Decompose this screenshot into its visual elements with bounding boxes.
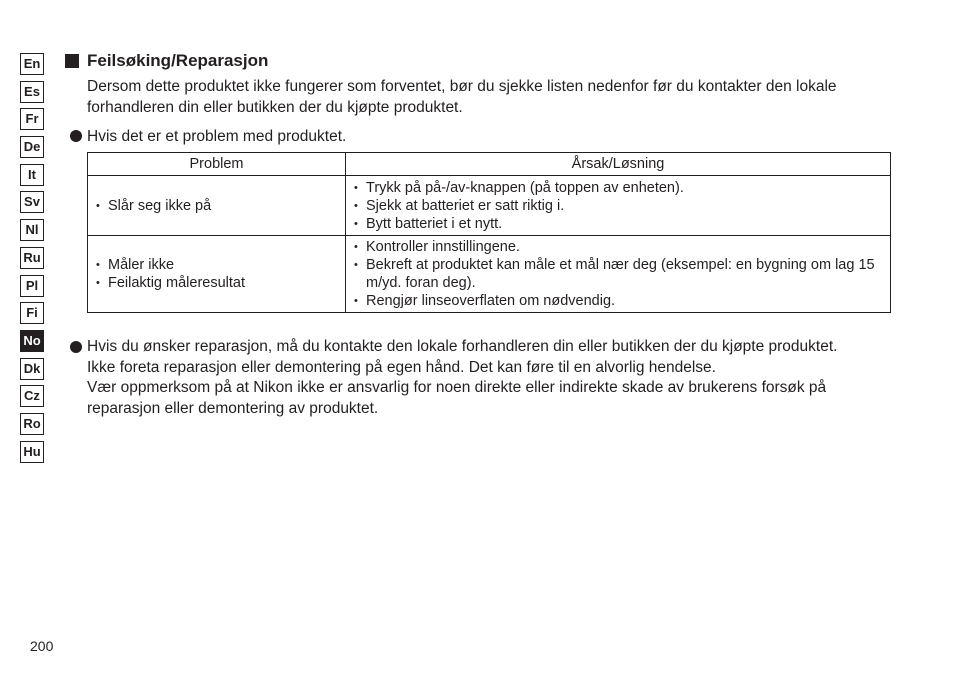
problem-note-text: Hvis det er et problem med produktet. bbox=[87, 128, 347, 145]
lang-tab-fi[interactable]: Fi bbox=[20, 302, 44, 324]
lang-tab-de[interactable]: De bbox=[20, 136, 44, 158]
intro-paragraph: Dersom dette produktet ikke fungerer som forventet, bør du sjekke listen nedenfor før du kontakter den lokale forhandleren din eller butikken der du kjøpte produktet. bbox=[87, 78, 837, 116]
lang-tab-ru[interactable]: Ru bbox=[20, 247, 44, 269]
round-bullet-icon bbox=[70, 130, 82, 142]
lang-tab-es[interactable]: Es bbox=[20, 81, 44, 103]
problem-item: • Feilaktig måleresultat bbox=[96, 274, 337, 292]
section-heading bbox=[65, 51, 268, 71]
problem-cell bbox=[88, 236, 346, 313]
problem-note bbox=[70, 126, 346, 147]
lang-tab-it[interactable]: It bbox=[20, 164, 44, 186]
section-title: Feilsøking/Reparasjon bbox=[87, 51, 269, 70]
lang-tab-en[interactable]: En bbox=[20, 53, 44, 75]
lang-tab-dk[interactable]: Dk bbox=[20, 358, 44, 380]
solution-item: • Bytt batteriet i et nytt. bbox=[354, 215, 884, 233]
repair-note bbox=[70, 337, 880, 419]
solution-item: • Sjekk at batteriet er satt riktig i. bbox=[354, 197, 884, 215]
repair-line-contact: Hvis du ønsker reparasjon, må du kontakte den lokale forhandleren din eller butikken der du kjøpte produktet. bbox=[87, 338, 838, 355]
lang-tab-sv[interactable]: Sv bbox=[20, 191, 44, 213]
square-bullet-icon bbox=[65, 54, 79, 68]
round-bullet-icon bbox=[70, 341, 82, 353]
page-number: 200 bbox=[30, 638, 54, 654]
lang-tab-hu[interactable]: Hu bbox=[20, 441, 44, 463]
solution-item: • Rengjør linseoverflaten om nødvendig. bbox=[354, 292, 884, 310]
lang-tab-cz[interactable]: Cz bbox=[20, 385, 44, 407]
solution-item: • Trykk på på-/av-knappen (på toppen av enheten). bbox=[354, 179, 884, 197]
troubleshooting-table bbox=[87, 152, 891, 313]
header-problem: Problem bbox=[88, 153, 346, 176]
solution-cell bbox=[346, 236, 891, 313]
language-tabs bbox=[20, 53, 44, 468]
lang-tab-fr[interactable]: Fr bbox=[20, 108, 44, 130]
problem-item: • Måler ikke bbox=[96, 256, 337, 274]
lang-tab-no[interactable]: No bbox=[20, 330, 44, 352]
solution-item: • Bekreft at produktet kan måle et mål nær deg (eksempel: en bygning om lag 15 m/yd. foran deg). bbox=[354, 256, 884, 292]
repair-line-liability: Vær oppmerksom på at Nikon ikke er ansvarlig for noen direkte eller indirekte skade av brukerens forsøk på reparasjon eller demontering av produktet. bbox=[87, 379, 827, 417]
solution-item: • Kontroller innstillingene. bbox=[354, 238, 884, 256]
problem-cell bbox=[88, 176, 346, 236]
lang-tab-pl[interactable]: Pl bbox=[20, 275, 44, 297]
table-row bbox=[88, 236, 891, 313]
repair-line-warning: Ikke foreta reparasjon eller demontering på egen hånd. Det kan føre til en alvorlig hendelse. bbox=[87, 358, 716, 376]
table-header-row bbox=[88, 153, 891, 176]
lang-tab-nl[interactable]: Nl bbox=[20, 219, 44, 241]
table-row bbox=[88, 176, 891, 236]
lang-tab-ro[interactable]: Ro bbox=[20, 413, 44, 435]
repair-note-text bbox=[87, 337, 880, 419]
solution-cell bbox=[346, 176, 891, 236]
problem-item: • Slår seg ikke på bbox=[96, 197, 337, 215]
header-solution: Årsak/Løsning bbox=[346, 153, 891, 176]
